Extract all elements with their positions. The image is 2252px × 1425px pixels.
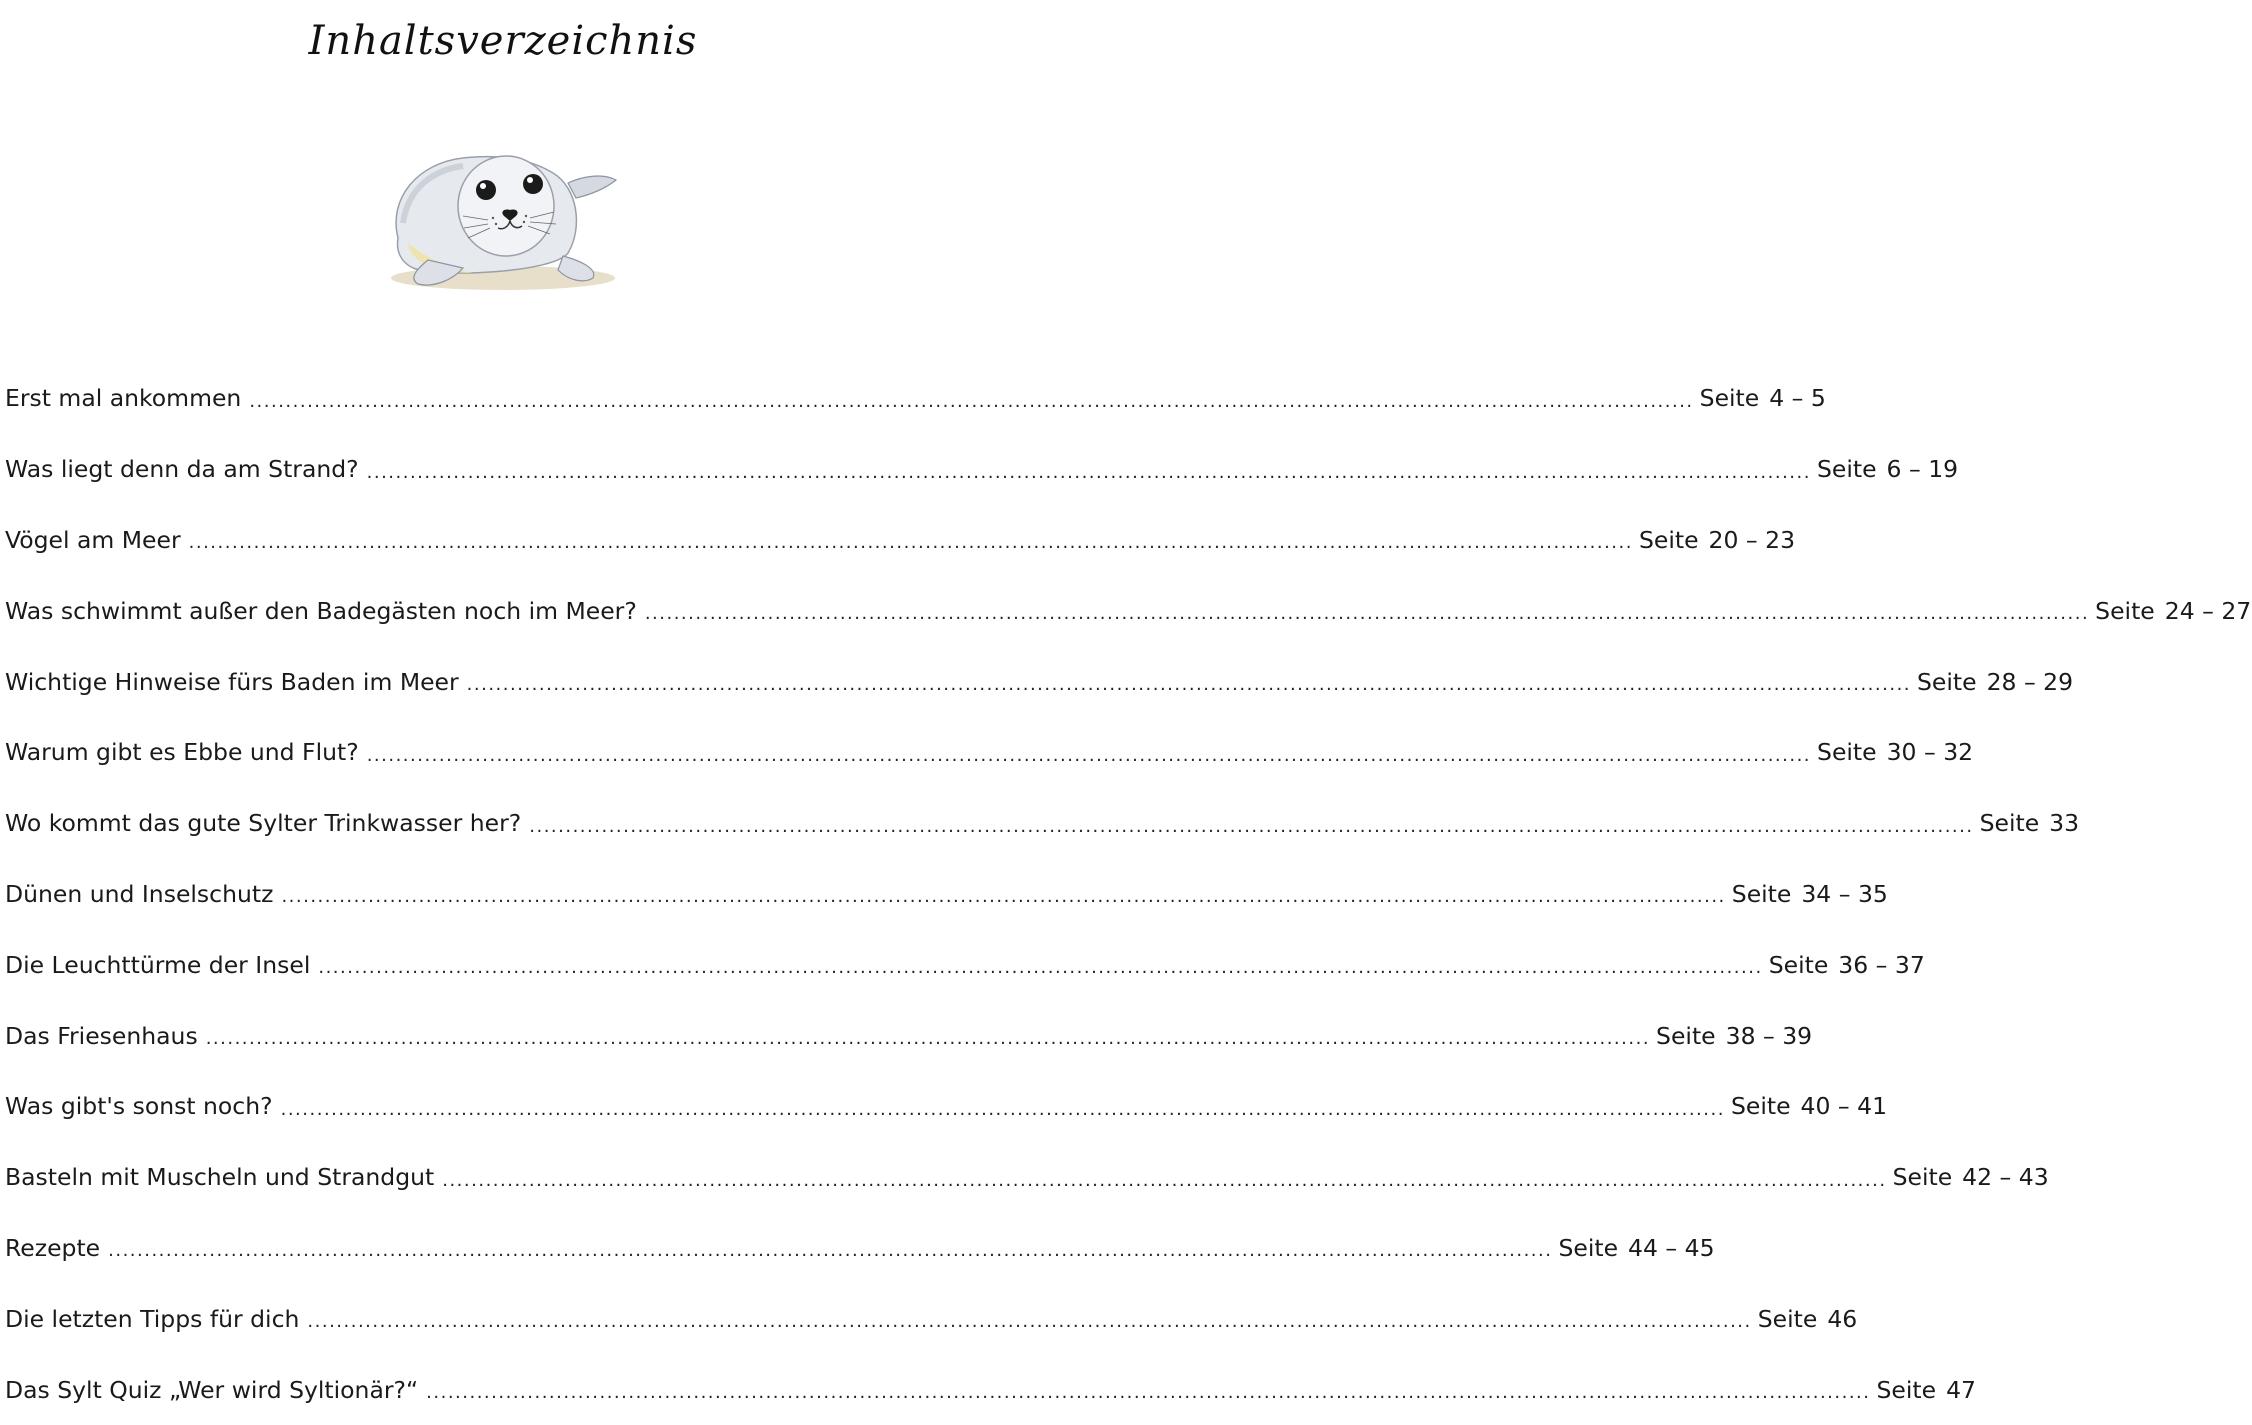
toc-entry-seite-label: Seite [1768,950,1829,979]
toc-entry-pages: 38 – 39 [1725,1021,1813,1050]
toc-leader-dots: ........................................................................................................................................................................................................ [366,461,1811,483]
toc-entry-title: Erst mal ankommen [5,384,242,413]
toc-entry-title: Warum gibt es Ebbe und Flut? [5,738,359,767]
toc-entry [5,717,1974,788]
toc-entry-seite-label: Seite [1656,1021,1716,1050]
toc-leader-dots: ........................................................................................................................................................................................................ [280,1098,1725,1120]
toc-entry-seite-label: Seite [1979,809,2040,838]
toc-entry-title: Die letzten Tipps für dich [5,1304,300,1333]
toc-entry-seite-label: Seite [1917,667,1977,696]
toc-entry-pages: 24 – 27 [2164,596,2252,625]
toc-entry [5,1283,1858,1354]
toc-leader-dots: ........................................................................................................................................................................................................ [426,1382,1871,1404]
toc-leader-dots: ........................................................................................................................................................................................................ [307,1311,1752,1333]
toc-leader-dots: ........................................................................................................................................................................................................ [188,532,1633,554]
toc-leader-dots: ........................................................................................................................................................................................................ [366,744,1812,766]
toc-entry-title: Wichtige Hinweise fürs Baden im Meer [5,667,459,696]
toc-entry [5,434,1959,505]
toc-entry-title: Rezepte [5,1233,101,1262]
toc-entry-seite-label: Seite [1817,738,1877,767]
toc-leader-dots: ........................................................................................................................................................................................................ [466,674,1912,696]
toc-leader-dots: ........................................................................................................................................................................................................ [644,603,2090,625]
toc-entry-seite-label: Seite [1558,1233,1619,1262]
toc-entry-pages: 20 – 23 [1708,525,1796,554]
toc-entry [5,859,1888,930]
toc-entry-seite-label: Seite [1638,525,1699,554]
toc-entry [5,1142,2049,1213]
toc-entry-seite-label: Seite [1757,1304,1818,1333]
toc-leader-dots: ........................................................................................................................................................................................................ [281,886,1726,908]
toc-entry-title: Was schwimmt außer den Badegästen noch im Meer? [5,596,637,625]
toc-entry-seite-label: Seite [2095,596,2155,625]
toc-entry-seite-label: Seite [1731,879,1792,908]
toc-entry-seite-label: Seite [1876,1375,1937,1404]
toc-entry [5,575,2252,646]
toc-entry-pages: 44 – 45 [1628,1233,1715,1262]
toc-entry-pages: 36 – 37 [1838,950,1925,979]
toc-entry-title: Das Friesenhaus [5,1021,198,1050]
toc-entry [5,1213,1715,1284]
toc-leader-dots: ........................................................................................................................................................................................................ [442,1169,1887,1191]
seal-illustration [378,128,623,298]
toc-entry-pages: 46 [1827,1304,1858,1333]
toc-entry-seite-label: Seite [1816,455,1877,484]
page-title: Inhaltsverzeichnis [308,18,698,64]
table-of-contents [5,363,2252,1425]
toc-entry-pages: 47 [1946,1375,1976,1404]
toc-entry [5,646,2074,717]
toc-leader-dots: ........................................................................................................................................................................................................ [249,390,1694,412]
toc-entry-seite-label: Seite [1730,1092,1791,1121]
toc-entry-title: Wo kommt das gute Sylter Trinkwasser her? [5,809,522,838]
toc-leader-dots: ........................................................................................................................................................................................................ [529,815,1974,837]
toc-leader-dots: ........................................................................................................................................................................................................ [205,1028,1651,1050]
toc-entry-pages: 30 – 32 [1886,738,1974,767]
toc-entry-pages: 4 – 5 [1769,384,1826,413]
toc-entry-title: Die Leuchttürme der Insel [5,950,311,979]
toc-entry [5,363,1826,434]
toc-entry-title: Basteln mit Muscheln und Strandgut [5,1163,435,1192]
toc-entry-title: Was gibt's sonst noch? [5,1092,273,1121]
toc-entry-seite-label: Seite [1699,384,1760,413]
toc-entry-pages: 33 [2049,809,2080,838]
toc-entry [5,929,1925,1000]
toc-entry-title: Dünen und Inselschutz [5,879,274,908]
toc-entry [5,788,2080,859]
toc-entry-pages: 42 – 43 [1962,1163,2049,1192]
toc-entry [5,1354,1976,1425]
toc-entry-pages: 34 – 35 [1801,879,1888,908]
toc-leader-dots: ........................................................................................................................................................................................................ [108,1240,1553,1262]
toc-entry-pages: 28 – 29 [1986,667,2074,696]
toc-entry-pages: 40 – 41 [1800,1092,1888,1121]
toc-entry-seite-label: Seite [1892,1163,1953,1192]
toc-entry [5,505,1796,576]
toc-entry-title: Was liegt denn da am Strand? [5,455,359,484]
toc-entry-title: Vögel am Meer [5,525,181,554]
toc-entry-title: Das Sylt Quiz „Wer wird Syltionär?“ [5,1375,419,1404]
toc-entry-pages: 6 – 19 [1886,455,1959,484]
toc-leader-dots: ........................................................................................................................................................................................................ [318,957,1763,979]
toc-entry [5,1000,1813,1071]
toc-entry [5,1071,1888,1142]
